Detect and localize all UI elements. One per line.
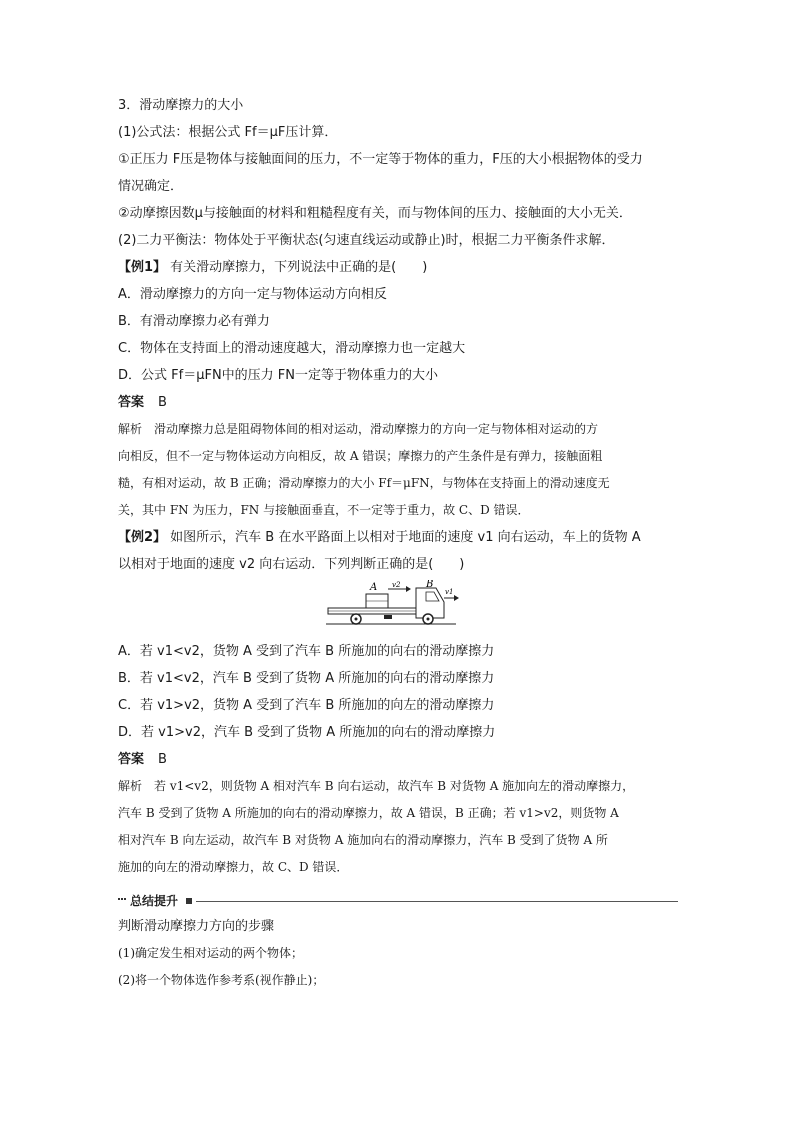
answer-value: B xyxy=(158,752,167,767)
point-2: ②动摩擦因数μ与接触面的材料和粗糙程度有关，而与物体间的压力、接触面的大小无关． xyxy=(118,206,632,221)
point-1b: 情况确定． xyxy=(118,179,184,194)
label-b: B xyxy=(426,580,434,590)
example2-tag: 【例2】 xyxy=(118,530,167,545)
summary-heading: 判断滑动摩擦力方向的步骤 xyxy=(118,919,275,934)
example2-question-a xyxy=(118,524,678,551)
method-formula: (1)公式法：根据公式 Ff＝μF压计算． xyxy=(118,125,338,140)
example2-option-b: B．若 v1<v2，汽车 B 受到了货物 A 所施加的向右的滑动摩擦力 xyxy=(118,671,495,686)
example1-answer xyxy=(118,389,678,416)
example1-question xyxy=(118,254,678,281)
example2-analysis-4: 施加的向左的滑动摩擦力，故 C、D 错误． xyxy=(118,860,349,874)
answer-label: 答案 xyxy=(118,395,145,410)
example1-option-c: C．物体在支持面上的滑动速度越大，滑动摩擦力也一定越大 xyxy=(118,341,466,356)
example2-analysis-2: 汽车 B 受到了货物 A 所施加的向右的滑动摩擦力，故 A 错误，B 正确；若 v1>v2，则货物 A xyxy=(118,806,619,820)
example2-text-a: 如图所示，汽车 B 在水平路面上以相对于地面的速度 v1 向右运动，车上的货物 A xyxy=(166,530,641,545)
example2-analysis-1: 解析 若 v1<v2，则货物 A 相对汽车 B 向右运动，故汽车 B 对货物 A 施加向左的滑动摩擦力， xyxy=(118,779,635,793)
summary-divider xyxy=(118,889,678,913)
example1-analysis-2: 向相反，但不一定与物体运动方向相反，故 A 错误；摩擦力的产生条件是有弹力，接触面粗 xyxy=(118,449,603,463)
example1-analysis-3: 糙，有相对运动，故 B 正确；滑动摩擦力的大小 Ff＝μFN，与物体在支持面上的滑动速度无 xyxy=(118,476,610,490)
example1-option-a: A．滑动摩擦力的方向一定与物体运动方向相反 xyxy=(118,287,387,302)
example1-text: 有关滑动摩擦力，下列说法中正确的是( ) xyxy=(166,260,428,275)
example2-question-b: 以相对于地面的速度 v2 向右运动．下列判断正确的是( ) xyxy=(118,557,465,572)
example1-tag: 【例1】 xyxy=(118,260,167,275)
label-a: A xyxy=(370,582,378,593)
example2-analysis-3: 相对汽车 B 向左运动，故汽车 B 对货物 A 施加向右的滑动摩擦力，汽车 B 受到了货物 A 所 xyxy=(118,833,608,847)
label-v2: v2 xyxy=(392,581,401,589)
example2-option-c: C．若 v1>v2，货物 A 受到了汽车 B 所施加的向左的滑动摩擦力 xyxy=(118,698,495,713)
truck-diagram xyxy=(326,580,461,630)
example1-option-d: D．公式 Ff＝μFN中的压力 FN一定等于物体重力的大小 xyxy=(118,368,439,383)
example1-option-b: B．有滑动摩擦力必有弹力 xyxy=(118,314,270,329)
summary-title: 总结提升 xyxy=(130,894,179,908)
summary-step-1: (1)确定发生相对运动的两个物体； xyxy=(118,946,303,960)
divider-square xyxy=(186,898,192,904)
document-page xyxy=(118,92,678,994)
method-balance: (2)二力平衡法：物体处于平衡状态(匀速直线运动或静止)时，根据二力平衡条件求解． xyxy=(118,233,615,248)
example1-analysis-1: 解析 滑动摩擦力总是阻碍物体间的相对运动，滑动摩擦力的方向一定与物体相对运动的方 xyxy=(118,422,599,436)
truck-figure xyxy=(118,580,678,632)
section-title: 3．滑动摩擦力的大小 xyxy=(118,98,244,113)
answer-label: 答案 xyxy=(118,752,145,767)
divider-dots xyxy=(118,898,126,906)
answer-value: B xyxy=(158,395,167,410)
example2-option-d: D．若 v1>v2，汽车 B 受到了货物 A 所施加的向右的滑动摩擦力 xyxy=(118,725,496,740)
point-1a: ①正压力 F压是物体与接触面间的压力，不一定等于物体的重力，F压的大小根据物体的受力 xyxy=(118,152,643,167)
example2-option-a: A．若 v1<v2，货物 A 受到了汽车 B 所施加的向右的滑动摩擦力 xyxy=(118,644,495,659)
example2-answer xyxy=(118,746,678,773)
example1-analysis-4: 关，其中 FN 为压力，FN 与接触面垂直，不一定等于重力，故 C、D 错误． xyxy=(118,503,530,517)
summary-step-2: (2)将一个物体选作参考系(视作静止)； xyxy=(118,973,325,987)
label-v1: v1 xyxy=(445,588,454,596)
divider-rule xyxy=(196,901,678,902)
